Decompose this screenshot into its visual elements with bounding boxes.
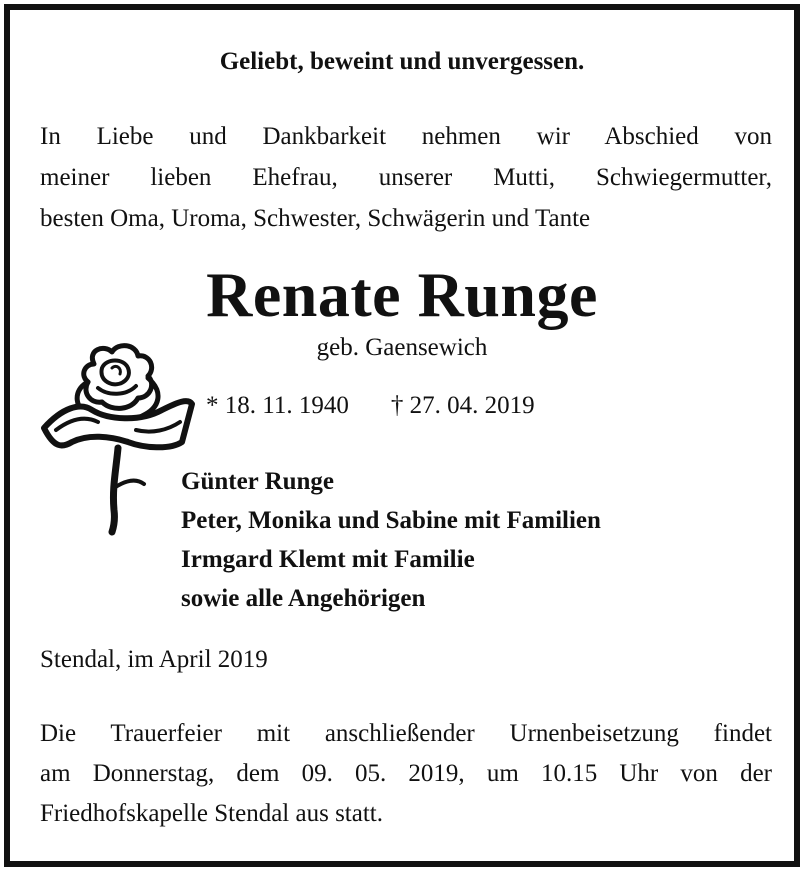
mourner-line: Günter Runge <box>181 468 335 495</box>
intro-line: In Liebe und Dankbarkeit nehmen wir Abschied von <box>40 123 772 150</box>
mourners-list <box>181 462 601 618</box>
motto: Geliebt, beweint und unvergessen. <box>219 48 585 75</box>
rose-icon <box>32 338 202 538</box>
funeral-info <box>40 714 772 834</box>
mourner-line: Irmgard Klemt mit Familie <box>181 546 475 573</box>
mourner-line: Peter, Monika und Sabine mit Familien <box>181 507 601 534</box>
life-dates <box>206 392 535 420</box>
funeral-line: am Donnerstag, dem 09. 05. 2019, um 10.15 Uhr von der <box>40 760 772 787</box>
mourner-line: sowie alle Angehörigen <box>181 585 426 612</box>
death-date: † 27. 04. 2019 <box>390 392 535 419</box>
obituary-notice <box>4 4 800 867</box>
place-date: Stendal, im April 2019 <box>40 646 268 673</box>
intro-text <box>40 116 772 239</box>
intro-line: besten Oma, Uroma, Schwester, Schwägerin und Tante <box>40 205 591 232</box>
intro-line: meiner lieben Ehefrau, unserer Mutti, Schwiegermutter, <box>40 164 772 191</box>
funeral-line: Die Trauerfeier mit anschließender Urnenbeisetzung findet <box>40 720 772 747</box>
deceased-name: Renate Runge <box>206 259 598 330</box>
maiden-name-text: geb. Gaensewich <box>316 334 488 361</box>
funeral-line: Friedhofskapelle Stendal aus statt. <box>40 800 383 827</box>
birth-date: * 18. 11. 1940 <box>206 392 349 419</box>
